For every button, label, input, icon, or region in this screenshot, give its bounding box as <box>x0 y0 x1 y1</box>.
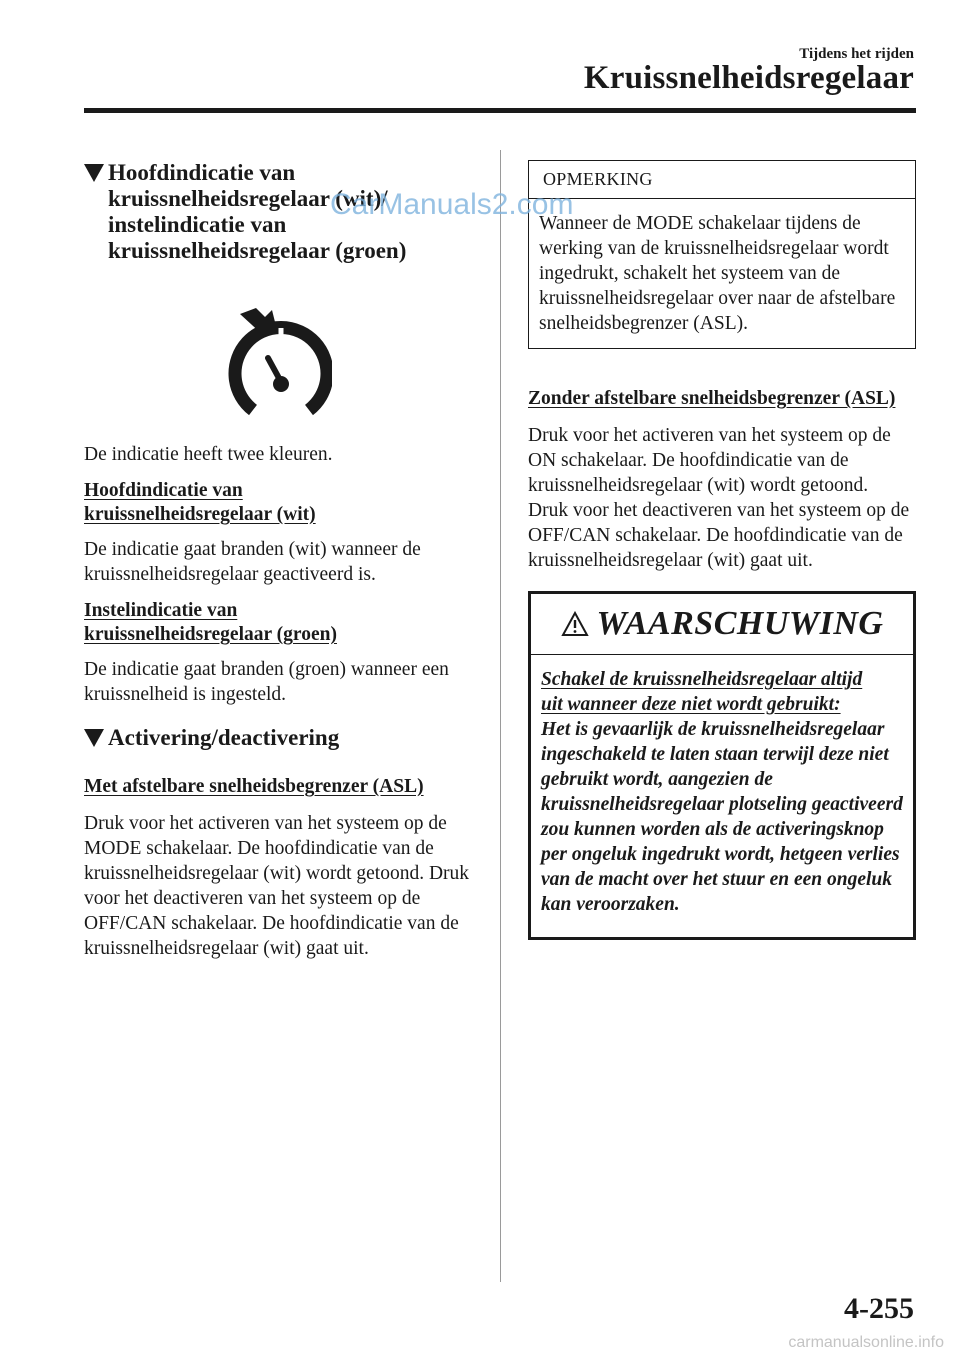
asl-heading: Met afstelbare snelheidsbegrenzer (ASL) <box>84 776 424 797</box>
warning-title: WAARSCHUWING <box>596 605 884 642</box>
asl-text: Druk voor het activeren van het systeem op de MODE schakelaar. De hoofdindicatie van de kruissnelheidsregelaar (wit) wordt getoond. Druk voor het deactiveren van het systeem op de OFF/CAN schakelaar. De hoofdindicatie van de kruissnelheidsregelaar (wit) gaat uit. <box>84 813 470 959</box>
set-indicator-text: De indicatie gaat branden (groen) wanneer een kruissnelheid is ingesteld. <box>84 659 449 705</box>
cruise-control-speedometer-icon <box>222 304 332 424</box>
note-box <box>528 160 916 349</box>
note-title: OPMERKING <box>529 161 915 199</box>
warning-box <box>528 591 916 940</box>
site-watermark: CarManuals2.com <box>330 188 574 221</box>
no-asl-text-activate: Druk voor het activeren van het systeem op de ON schakelaar. De hoofdindicatie van de kruissnelheidsregelaar (wit) wordt getoond. <box>528 425 891 496</box>
warning-header <box>531 594 913 655</box>
main-indicator-text: De indicatie gaat branden (wit) wanneer de kruissnelheidsregelaar geactiveerd is. <box>84 539 421 585</box>
section-heading-text: Activering/deactivering <box>108 725 340 750</box>
indicator-icon-wrap <box>84 304 484 424</box>
set-indicator-heading: Instelindicatie van kruissnelheidsregelaar (groen) <box>84 600 337 645</box>
header-rule <box>84 108 916 113</box>
warning-triangle-icon <box>561 611 589 637</box>
main-indicator-heading: Hoofdindicatie van kruissnelheidsregelaar (wit) <box>84 480 316 525</box>
no-asl-heading: Zonder afstelbare snelheidsbegrenzer (ASL) <box>528 388 896 409</box>
no-asl-text-deactivate: Druk voor het deactiveren van het systeem op de OFF/CAN schakelaar. De hoofdindicatie van de kruissnelheidsregelaar (wit) gaat uit. <box>528 500 910 571</box>
section-triangle-icon <box>84 164 104 182</box>
warning-text: Het is gevaarlijk de kruissnelheidsregelaar ingeschakeld te laten staan terwijl deze niet gebruikt wordt, aangezien de kruissnelheidsregelaar plotseling geactiveerd zou kunnen worden als de activeringsknop per ongeluk ingedrukt wordt, hetgeen verlies van de macht over het stuur en een ongeluk kan veroorzaken. <box>541 719 903 915</box>
section-heading-activation <box>84 725 484 751</box>
section-triangle-icon <box>84 729 104 747</box>
left-column <box>84 160 484 961</box>
footer-watermark: carmanualsonline.info <box>788 1334 944 1351</box>
page-title: Kruissnelheidsregelaar <box>583 60 914 96</box>
column-divider <box>500 150 501 1282</box>
chapter-label: Tijdens het rijden <box>799 46 914 62</box>
note-text: Wanneer de MODE schakelaar tijdens de werking van de kruissnelheidsregelaar wordt ingedrukt, schakelt het systeem van de kruissnelheidsregelaar over naar de afstelbare snelheidsbegrenzer (ASL). <box>539 213 896 334</box>
warning-lead: Schakel de kruissnelheidsregelaar altijd uit wanneer deze niet wordt gebruikt: <box>541 669 863 715</box>
page-number: 4-255 <box>844 1292 914 1325</box>
section-heading-text: Hoofdindicatie van kruissnelheidsregelaar (wit)/ instelindicatie van kruissnelheidsregelaar (groen) <box>108 160 407 263</box>
two-colors-text: De indicatie heeft twee kleuren. <box>84 444 333 465</box>
right-column <box>528 160 916 940</box>
